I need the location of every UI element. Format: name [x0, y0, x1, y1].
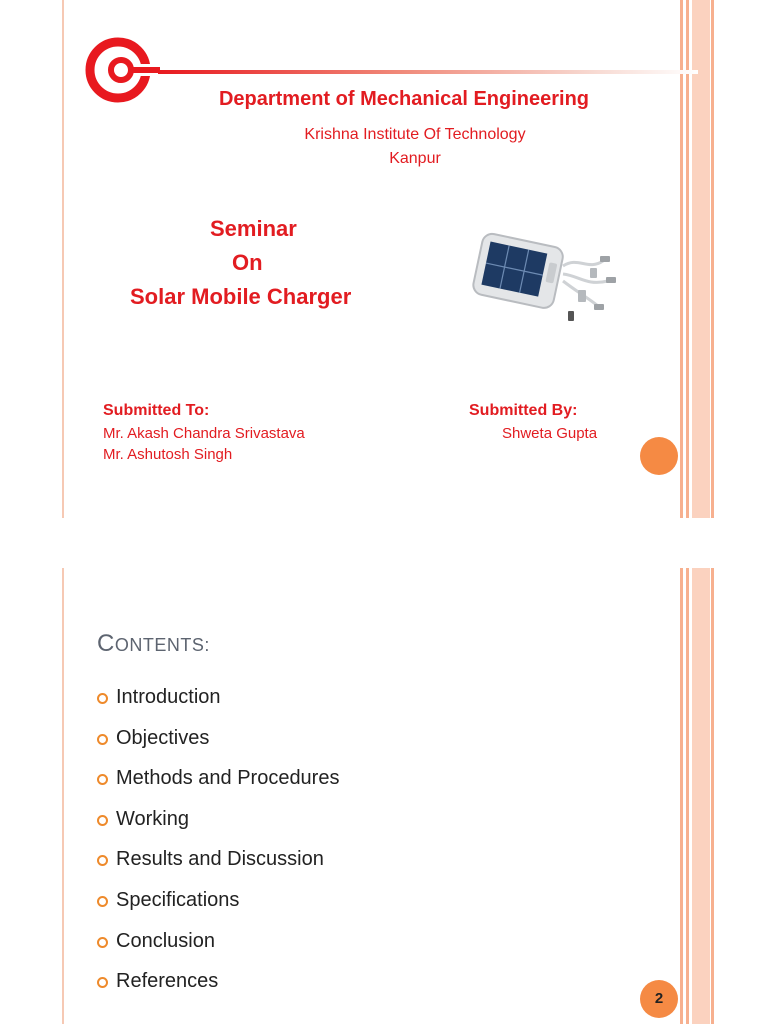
- list-item: [97, 727, 339, 768]
- list-item: [97, 970, 339, 1011]
- contents-title-rest: ONTENTS:: [114, 635, 210, 655]
- submitted-by-name: Shweta Gupta: [502, 425, 598, 442]
- list-item-label: Objectives: [116, 726, 210, 749]
- list-item: [97, 767, 339, 808]
- bullet-circle-icon: [97, 734, 108, 745]
- bullet-circle-icon: [97, 896, 108, 907]
- contents-title: [97, 630, 210, 658]
- bullet-circle-icon: [97, 937, 108, 948]
- solar-charger-image: [468, 226, 618, 326]
- contents-list: [97, 686, 339, 1011]
- seminar-title-line-2: On: [232, 250, 263, 275]
- submitted-by-heading: Submitted By:: [469, 402, 578, 419]
- list-item-label: Conclusion: [116, 929, 215, 952]
- bullet-circle-icon: [97, 774, 108, 785]
- list-item-label: Methods and Procedures: [116, 767, 340, 790]
- institute-name: Krishna Institute Of Technology: [304, 126, 526, 143]
- bullet-circle-icon: [97, 815, 108, 826]
- department-title: Department of Mechanical Engineering: [218, 88, 590, 110]
- seminar-title-line-3: Solar Mobile Charger: [130, 284, 352, 309]
- left-border-line: [62, 0, 64, 518]
- list-item: [97, 930, 339, 971]
- decorative-circle: [640, 437, 678, 475]
- seminar-title-line-1: Seminar: [210, 216, 297, 241]
- list-item-label: Working: [116, 807, 189, 830]
- submitted-to-name-1: Mr. Akash Chandra Srivastava: [103, 425, 305, 442]
- list-item-label: Introduction: [116, 686, 221, 708]
- page-number-badge: 2: [640, 980, 678, 1018]
- bullet-circle-icon: [97, 855, 108, 866]
- right-decorative-stripes: [680, 0, 768, 518]
- list-item-label: Specifications: [116, 888, 240, 911]
- bullet-circle-icon: [97, 977, 108, 988]
- list-item: [97, 686, 339, 727]
- left-border-line: [62, 568, 64, 1024]
- header-rule: [158, 70, 698, 74]
- list-item-label: Results and Discussion: [116, 848, 324, 871]
- list-item: [97, 848, 339, 889]
- submitted-to-heading: Submitted To:: [103, 402, 210, 419]
- institute-city: Kanpur: [389, 150, 441, 167]
- list-item: [97, 889, 339, 930]
- bullet-circle-icon: [97, 693, 108, 704]
- submitted-to-name-2: Mr. Ashutosh Singh: [103, 446, 233, 463]
- contents-title-initial: C: [97, 630, 115, 657]
- list-item: [97, 808, 339, 849]
- list-item-label: References: [116, 970, 219, 993]
- right-decorative-stripes: [680, 568, 768, 1024]
